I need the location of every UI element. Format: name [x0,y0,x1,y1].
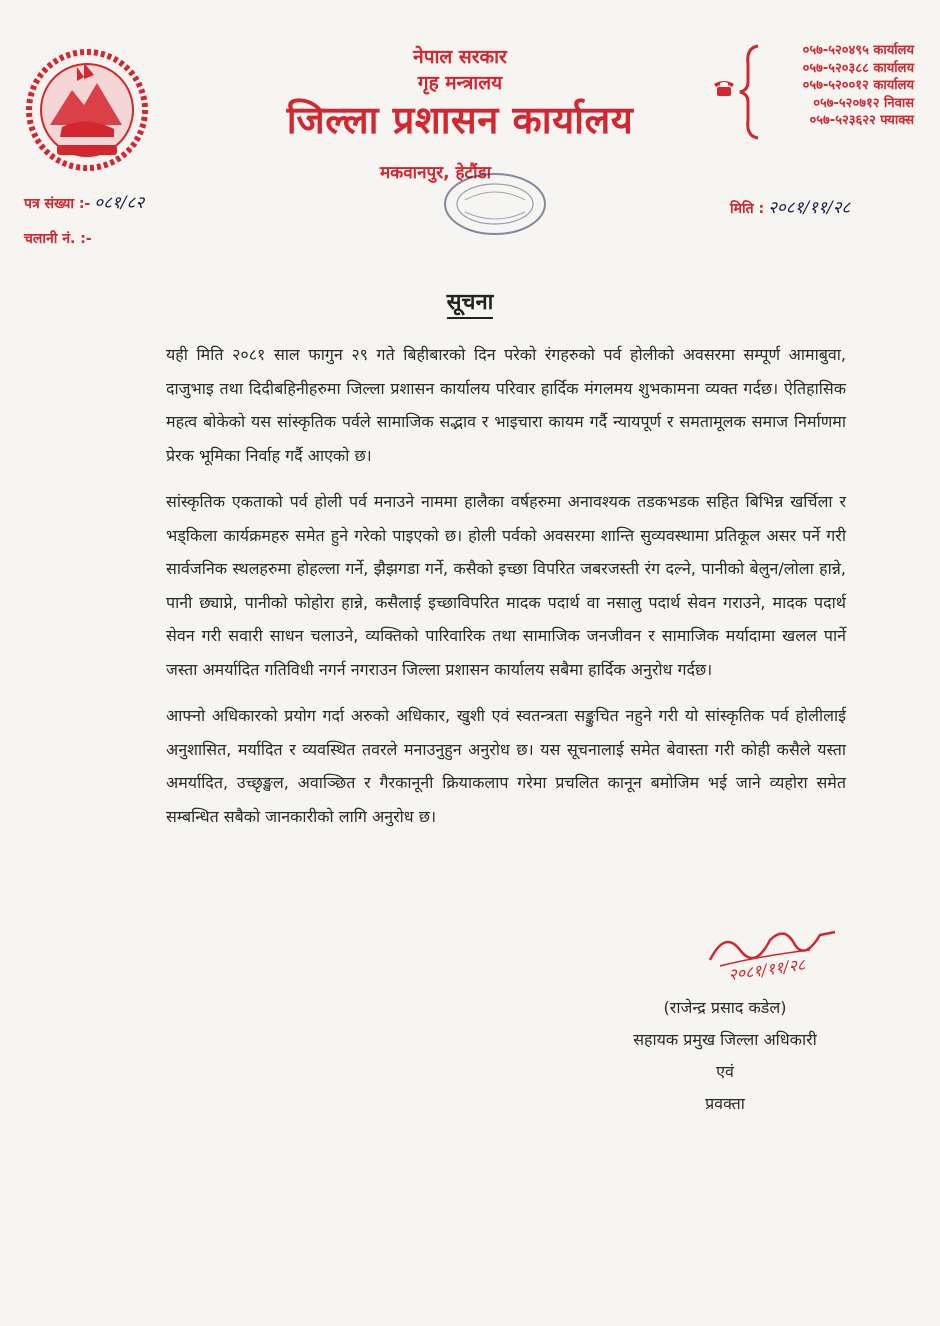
ministry-title: गृह मन्त्रालय [417,72,503,94]
nepal-emblem-icon [22,45,152,175]
notice-title: सूचना [0,286,940,316]
paragraph: यही मिति २०८१ साल फागुन २९ गते बिहीबारको दिन परेको रंगहरुको पर्व होलीको अवसरमा सम्पूर्ण आमाबुवा, दाजुभाइ तथा दिदीबहिनीहरुमा जिल्ला प्रशासन कार्यालय परिवार हार्दिक मंगलमय शुभकामना व्यक्त गर्दछ। ऐतिहासिक महत्व बोकेको यस सांस्कृतिक पर्वले सामाजिक सद्भाव र भाइचारा कायम गर्दै न्यायपूर्ण र समतामूलक समाज निर्माणमा प्रेरक भूमिका निर्वाह गर्दै आएको छ। [166,345,846,465]
reference-number: पत्र संख्या :- ०८१/८२ [24,193,145,213]
paragraph: आफ्नो अधिकारको प्रयोग गर्दा अरुको अधिकार, खुशी एवं स्वतन्त्रता सङ्कुचित नहुने गरी यो सांस्कृतिक पर्व होलीलाई अनुशासित, मर्यादित र व्यवस्थित तवरले मनाउनुहुन अनुरोध छ। यस सूचनालाई समेत बेवास्ता गरी कोही कसैले यस्ता अमर्यादित, उच्छृङ्खल, अवाञ्छित र गैरकानूनी क्रियाकलाप गरेमा प्रचलित कानून बमोजिम भई जाने व्यहोरा समेत सम्बन्धित सबैको जानकारीको लागि अनुरोध छ। [166,706,846,826]
phone-row: ०५७-५२०४९५ कार्यालय [802,43,914,58]
phone-row: ०५७-५२३६२२ फ्याक्स [809,113,914,128]
office-title: जिल्ला प्रशासन कार्यालय [286,98,634,142]
signature-date: २०८१/११/२८ [727,954,807,985]
signatory-conjunction: एवं [716,1062,734,1081]
phone-row: ०५७-५२००१२ कार्यालय [802,78,914,93]
phone-list [764,42,914,130]
signatory-name: (राजेन्द्र प्रसाद कडेल) [663,998,787,1017]
paragraph: सांस्कृतिक एकताको पर्व होली पर्व मनाउने नाममा हालैका वर्षहरुमा अनावश्यक तडकभडक सहित बिभिन्न खर्चिला र भड्किला कार्यक्रमहरु समेत हुने गरेको पाइएको छ। होली पर्वको अवसरमा शान्ति सुव्यवस्थामा प्रतिकूल असर पर्ने गरी सार्वजनिक स्थलहरुमा होहल्ला गर्ने, झैझगडा गर्ने, कसैको इच्छा विपरित जबरजस्ती रंग दल्ने, पानीको बेलुन/लोला हान्ने, पानी छ्याप्ने, पानीको फोहोरा हान्ने, कसैलाई इच्छाविपरित मादक पदार्थ वा नसालु पदार्थ सेवन गराउने, मादक पदार्थ सेवन गरी सवारी साधन चलाउने, व्यक्तिको पारिवारिक तथा सामाजिक जनजीवन र सामाजिक मर्यादामा खलल पार्ने जस्ता अमर्यादित गतिविधी नगर्न नगराउन जिल्ला प्रशासन कार्यालय सबैमा हार्दिक अनुरोध गर्दछ। [166,492,846,679]
phone-row: ०५७-५२०७१२ निवास [813,95,914,111]
signatory-designation: सहायक प्रमुख जिल्ला अधिकारी [633,1030,817,1049]
brace-icon [736,44,762,140]
letter-date: मिति : २०८१/११/२८ [730,198,851,218]
office-stamp-icon [440,170,550,238]
government-title: नेपाल सरकार [413,46,507,68]
signatory-role: प्रवक्ता [705,1094,745,1113]
phone-row: ०५७-५२०३८८ कार्यालय [802,60,914,76]
notice-body [166,338,846,846]
dispatch-number: चलानी नं. :- [24,231,92,247]
date-value: २०८१/११/२८ [768,198,851,218]
telephone-icon [712,78,736,98]
reference-value: ०८१/८२ [94,193,145,213]
signature-block [600,992,850,1120]
letterhead [190,44,730,144]
office-location: मकवानपुर, हेटौंडा [380,163,491,183]
